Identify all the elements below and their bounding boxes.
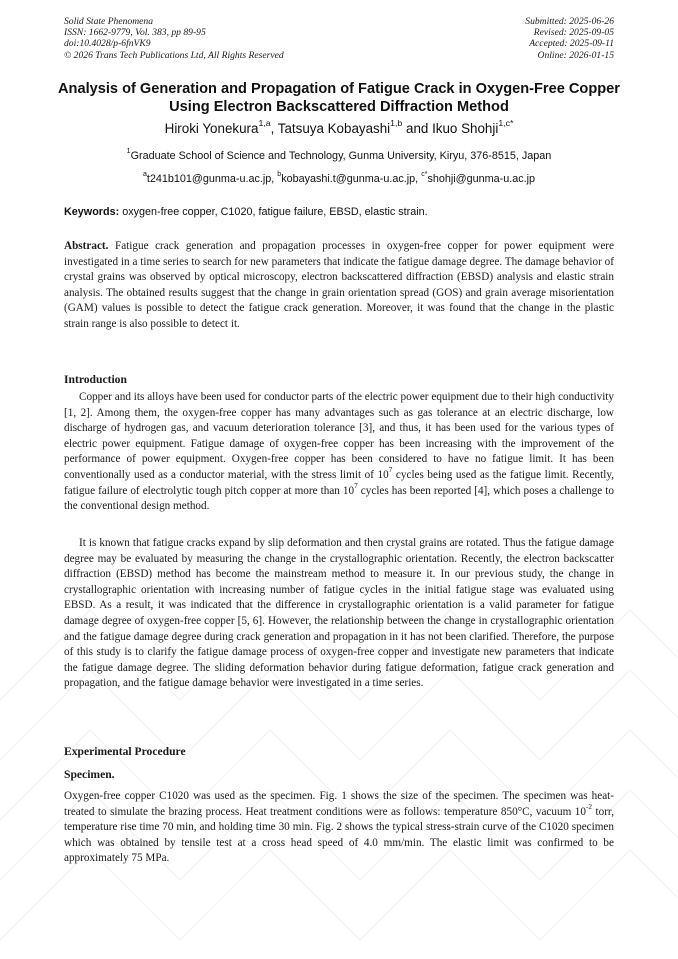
section-heading-introduction: Introduction [64, 373, 127, 386]
author-list [40, 118, 638, 136]
affiliation-mark: 1 [126, 148, 131, 156]
paragraph-text: Copper and its alloys have been used for conductor parts of the electric power equipment due to their high conductivity [1, 2]. Among them, the oxygen-free copper has many advantages such as gas tolerance at an electric discharge, low discharge of hydrogen gas, and vacuum deterioration tolerance [3], and thus, it has been used for the various types of electric power equipment. Fatigue damage of oxygen-free copper has been increasing with the improvement of the performance of power equipment. Oxygen-free copper has been considered to have no fatigue limit. It has been conventionally used as a conductor material, with the stress limit of 10 [64, 391, 614, 481]
doi-line: doi:10.4028/p-6fnVK9 [64, 38, 151, 50]
issn-line: ISSN: 1662-9779, Vol. 383, pp 89-95 [64, 27, 206, 39]
publication-dates [525, 16, 614, 61]
specimen-paragraph [64, 789, 614, 867]
keywords-text: oxygen-free copper, C1020, fatigue failure, EBSD, elastic strain. [119, 206, 428, 218]
author-affiliation-mark: 1,c* [498, 118, 514, 129]
paragraph-text: torr, temperature rise time 70 min, and holding time 30 min. Fig. 2 shows the typical stress-strain curve of the C1020 specimen which was obtained by tensile test at a cross head speed of 4.0 mm/min. The elastic limit was confirmed to be approximately 75 MPa. [64, 805, 614, 865]
introduction-paragraph-2: It is known that fatigue cracks expand by slip deformation and then crystal grains are rotated. Thus the fatigue damage degree may be evaluated by measuring the change in the crystallographic orientation. Recently, the electron backscatter diffraction (EBSD) method has become the mainstream method to measure it. In our previous study, the change in crystallographic orientation with increasing number of fatigue cycles in the initial fatigue stage was evaluated using EBSD. As a result, it was indicated that the difference in crystallographic orientation is a valid parameter for fatigue damage degree of oxygen-free copper [5, 6]. However, the relationship between the change in crystallographic orientation and the fatigue damage degree during crack generation and propagation in it has not been clarified. Therefore, the purpose of this study is to clarify the fatigue damage process of oxygen-free copper and investigate new parameters that indicate the fatigue damage degree. The sliding deformation behavior during fatigue deformation, fatigue crack generation and propagation, and the fatigue damage behavior were investigated in a time series. [64, 537, 614, 690]
abstract-label: Abstract. [64, 240, 109, 252]
abstract [64, 239, 614, 333]
author-name: , Tatsuya Kobayashi [270, 121, 391, 136]
author-affiliation-mark: 1,a [258, 118, 271, 129]
email-mark: a [142, 171, 147, 179]
exponent: 7 [354, 481, 358, 490]
journal-info [64, 16, 284, 61]
author-name: Hiroki Yonekura [164, 121, 259, 136]
email-address: kobayashi.t@gunma-u.ac.jp, [281, 173, 422, 185]
submitted-date: Submitted: 2025-06-26 [525, 16, 614, 27]
copyright-line: © 2026 Trans Tech Publications Ltd, All Rights Reserved [64, 49, 284, 61]
author-emails [30, 173, 648, 185]
exponent: 7 [388, 466, 393, 475]
email-address: t241b101@gunma-u.ac.jp, [146, 173, 278, 185]
section-heading-experimental: Experimental Procedure [64, 745, 186, 758]
author-affiliation-mark: 1,b [390, 118, 403, 129]
paragraph-text: cycles has been reported [4], which poses a challenge to the conventional design method. [64, 484, 614, 513]
affiliation [30, 150, 648, 162]
accepted-date: Accepted: 2025-09-11 [529, 38, 614, 50]
author-name: and Ikuo Shohji [402, 121, 499, 136]
paper-title: Analysis of Generation and Propagation of Fatigue Crack in Oxygen-Free Copper Using Electron Backscattered Diffraction Method [58, 81, 620, 115]
affiliation-text: Graduate School of Science and Technology, Gunma University, Kiryu, 376-8515, Japan [130, 150, 552, 162]
email-mark: b [277, 171, 282, 179]
keywords-label: Keywords: [64, 206, 120, 218]
introduction-paragraph-1 [64, 390, 614, 515]
journal-name: Solid State Phenomena [64, 16, 153, 27]
abstract-text: Fatigue crack generation and propagation processes in oxygen-free copper for power equipment were investigated in a time series to search for new parameters that indicate the fatigue damage degree. The damage behavior of crystal grains was observed by optical microscopy, electron backscattered diffraction (EBSD) analysis and elastic strain analysis. The obtained results suggest that the change in grain orientation spread (GOS) and grain average misorientation (GAM) values is possible to detect the fatigue crack generation. Moreover, it was found that the change in the plastic strain range is also possible to detect it. [64, 240, 614, 330]
email-address: shohji@gunma-u.ac.jp [427, 173, 536, 185]
online-date: Online: 2026-01-15 [537, 49, 614, 61]
exponent: -2 [585, 802, 593, 811]
paragraph-text: cycles being used as the fatigue limit. Recently, fatigue failure of electrolytic tough pitch copper at more than 10 [64, 468, 614, 497]
paragraph-text: Oxygen-free copper C1020 was used as the specimen. Fig. 1 shows the size of the specimen. The specimen was heat-treated to simulate the brazing process. Heat treatment conditions were as follows: temperature 850°C, vacuum 10 [64, 790, 614, 818]
email-mark: c* [421, 171, 428, 179]
subsection-heading-specimen: Specimen. [64, 768, 115, 781]
keywords [64, 206, 624, 218]
revised-date: Revised: 2025-09-05 [533, 27, 614, 39]
